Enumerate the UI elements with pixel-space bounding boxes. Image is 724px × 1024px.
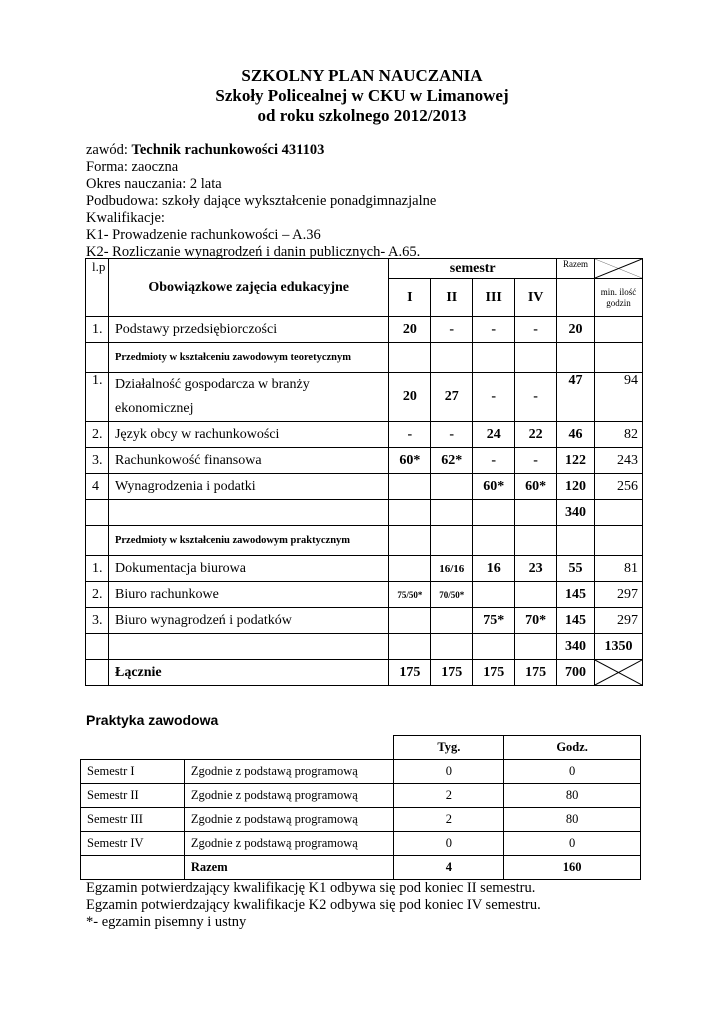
row-s4: 23 — [515, 556, 557, 582]
row-lp: 3. — [86, 448, 109, 474]
row-min: 256 — [595, 474, 643, 500]
praktyka-row — [81, 760, 641, 784]
row-razem: 120 — [557, 474, 595, 500]
forma: Forma: zaoczna — [86, 159, 179, 175]
footer-line-1: Egzamin potwierdzający kwalifikację K1 odbywa się pod koniec II semestru. — [86, 880, 536, 896]
school-name: Szkoły Policealnej w CKU w Limanowej — [215, 86, 509, 105]
row-name: Dokumentacja biurowa — [108, 556, 388, 582]
header-min: min. ilość godzin — [595, 279, 643, 317]
row-lp: 1. — [86, 373, 109, 422]
section-praktyczne: Przedmioty w kształceniu zawodowym praktycznym — [108, 526, 388, 556]
row-min — [595, 317, 643, 343]
crossed-cell — [595, 259, 643, 279]
praktyka-godz: 0 — [504, 832, 641, 856]
row-razem: 47 — [557, 373, 595, 422]
empty-cell — [557, 279, 595, 317]
footer-line-3: *- egzamin pisemny i ustny — [86, 914, 247, 930]
row-s4: - — [515, 317, 557, 343]
header-sem-3: III — [473, 279, 515, 317]
praktyka-tyg: 0 — [394, 760, 504, 784]
row-s4: 70* — [515, 608, 557, 634]
header-sem-1: I — [389, 279, 431, 317]
kwalifikacja-k2: K2- Rozliczanie wynagrodzeń i danin publicznych- A.65. — [86, 244, 421, 260]
row-razem: 20 — [557, 317, 595, 343]
praktyka-tyg: 2 — [394, 808, 504, 832]
header-sem-2: II — [431, 279, 473, 317]
row-s3: - — [473, 373, 515, 422]
row-s3: - — [473, 448, 515, 474]
subtotal-row — [86, 634, 643, 660]
row-min: 297 — [595, 582, 643, 608]
header-sem-4: IV — [515, 279, 557, 317]
row-s1: - — [389, 422, 431, 448]
okres: Okres nauczania: 2 lata — [86, 176, 222, 192]
row-lp: 1. — [86, 317, 109, 343]
header-zajecia: Obowiązkowe zajęcia edukacyjne — [108, 259, 388, 317]
row-razem: 55 — [557, 556, 595, 582]
total-s2: 175 — [431, 660, 473, 686]
praktyka-table — [80, 735, 641, 880]
praktyka-razem-label: Razem — [184, 856, 394, 880]
praktyka-sem: Semestr IV — [81, 832, 185, 856]
row-name: Podstawy przedsiębiorczości — [108, 317, 388, 343]
row-s1: 75/50* — [389, 582, 431, 608]
praktyka-desc: Zgodnie z podstawą programową — [184, 760, 394, 784]
row-s4: - — [515, 373, 557, 422]
subtotal-min: 1350 — [595, 634, 643, 660]
row-lp: 2. — [86, 422, 109, 448]
row-name: Rachunkowość finansowa — [108, 448, 388, 474]
row-s4: 60* — [515, 474, 557, 500]
praktyka-tyg: 0 — [394, 832, 504, 856]
zawod-value: Technik rachunkowości 431103 — [131, 142, 325, 158]
row-lp: 2. — [86, 582, 109, 608]
table-row — [86, 608, 643, 634]
zawod-label: zawód: — [86, 142, 132, 158]
row-name: Wynagrodzenia i podatki — [108, 474, 388, 500]
podbudowa: Podbudowa: szkoły dające wykształcenie ponadgimnazjalne — [86, 193, 437, 209]
row-s3: 24 — [473, 422, 515, 448]
section-teoretyczne: Przedmioty w kształceniu zawodowym teoretycznym — [108, 343, 388, 373]
praktyka-sem: Semestr III — [81, 808, 185, 832]
school-year: od roku szkolnego 2012/2013 — [257, 106, 467, 125]
total-s1: 175 — [389, 660, 431, 686]
table-row — [86, 317, 643, 343]
row-min: 82 — [595, 422, 643, 448]
table-row — [86, 422, 643, 448]
row-s3: 16 — [473, 556, 515, 582]
praktyka-row — [81, 808, 641, 832]
row-name: Działalność gospodarcza w branży ekonomicznej — [108, 373, 388, 422]
praktyka-desc: Zgodnie z podstawą programową — [184, 808, 394, 832]
row-name: Język obcy w rachunkowości — [108, 422, 388, 448]
row-lp: 1. — [86, 556, 109, 582]
table-row — [86, 556, 643, 582]
footer-notes — [86, 880, 541, 931]
row-razem: 145 — [557, 582, 595, 608]
row-s2: 70/50* — [431, 582, 473, 608]
footer-line-2: Egzamin potwierdzający kwalifikacje K2 odbywa się pod koniec IV semestru. — [86, 897, 541, 913]
program-meta — [86, 142, 436, 261]
total-razem: 700 — [557, 660, 595, 686]
table-row — [86, 448, 643, 474]
praktyka-razem-godz: 160 — [504, 856, 641, 880]
kwalifikacje: Kwalifikacje: — [86, 210, 165, 226]
row-lp: 4 — [86, 474, 109, 500]
praktyka-total-row — [81, 856, 641, 880]
row-min: 243 — [595, 448, 643, 474]
row-min: 297 — [595, 608, 643, 634]
row-s3: 75* — [473, 608, 515, 634]
praktyka-godz: 80 — [504, 784, 641, 808]
row-s1: 60* — [389, 448, 431, 474]
row-s1: 20 — [389, 317, 431, 343]
praktyka-sem: Semestr II — [81, 784, 185, 808]
total-label: Łącznie — [108, 660, 388, 686]
row-s2: 27 — [431, 373, 473, 422]
praktyka-row — [81, 784, 641, 808]
row-lp: 3. — [86, 608, 109, 634]
subtotal-praktyczne: 340 — [557, 634, 595, 660]
header-godz: Godz. — [504, 736, 641, 760]
praktyka-godz: 80 — [504, 808, 641, 832]
row-name: Biuro wynagrodzeń i podatków — [108, 608, 388, 634]
header-semestr: semestr — [389, 259, 557, 279]
row-razem: 122 — [557, 448, 595, 474]
praktyka-desc: Zgodnie z podstawą programową — [184, 832, 394, 856]
row-s3: - — [473, 317, 515, 343]
row-s4: 22 — [515, 422, 557, 448]
praktyka-desc: Zgodnie z podstawą programową — [184, 784, 394, 808]
table-row — [86, 373, 643, 422]
subtotal-row — [86, 500, 643, 526]
table-row — [86, 582, 643, 608]
row-s2: 16/16 — [431, 556, 473, 582]
crossed-cell — [595, 660, 643, 686]
praktyka-tyg: 2 — [394, 784, 504, 808]
header-razem: Razem — [557, 259, 595, 279]
row-min: 81 — [595, 556, 643, 582]
section-row — [86, 526, 643, 556]
total-row — [86, 660, 643, 686]
praktyka-godz: 0 — [504, 760, 641, 784]
row-s2: - — [431, 422, 473, 448]
total-s3: 175 — [473, 660, 515, 686]
row-min: 94 — [595, 373, 643, 422]
row-s4: - — [515, 448, 557, 474]
kwalifikacja-k1: K1- Prowadzenie rachunkowości – A.36 — [86, 227, 321, 243]
row-razem: 145 — [557, 608, 595, 634]
header-tyg: Tyg. — [394, 736, 504, 760]
row-s2: 62* — [431, 448, 473, 474]
document-title: SZKOLNY PLAN NAUCZANIA — [241, 66, 483, 85]
praktyka-title: Praktyka zawodowa — [86, 712, 219, 728]
row-name: Biuro rachunkowe — [108, 582, 388, 608]
row-s1: 20 — [389, 373, 431, 422]
total-s4: 175 — [515, 660, 557, 686]
row-s2: - — [431, 317, 473, 343]
praktyka-razem-tyg: 4 — [394, 856, 504, 880]
praktyka-sem: Semestr I — [81, 760, 185, 784]
header-lp: l.p — [86, 259, 109, 317]
row-s3: 60* — [473, 474, 515, 500]
subtotal-teoretyczne: 340 — [557, 500, 595, 526]
table-row — [86, 474, 643, 500]
plan-table — [85, 258, 643, 686]
section-row — [86, 343, 643, 373]
praktyka-row — [81, 832, 641, 856]
row-razem: 46 — [557, 422, 595, 448]
